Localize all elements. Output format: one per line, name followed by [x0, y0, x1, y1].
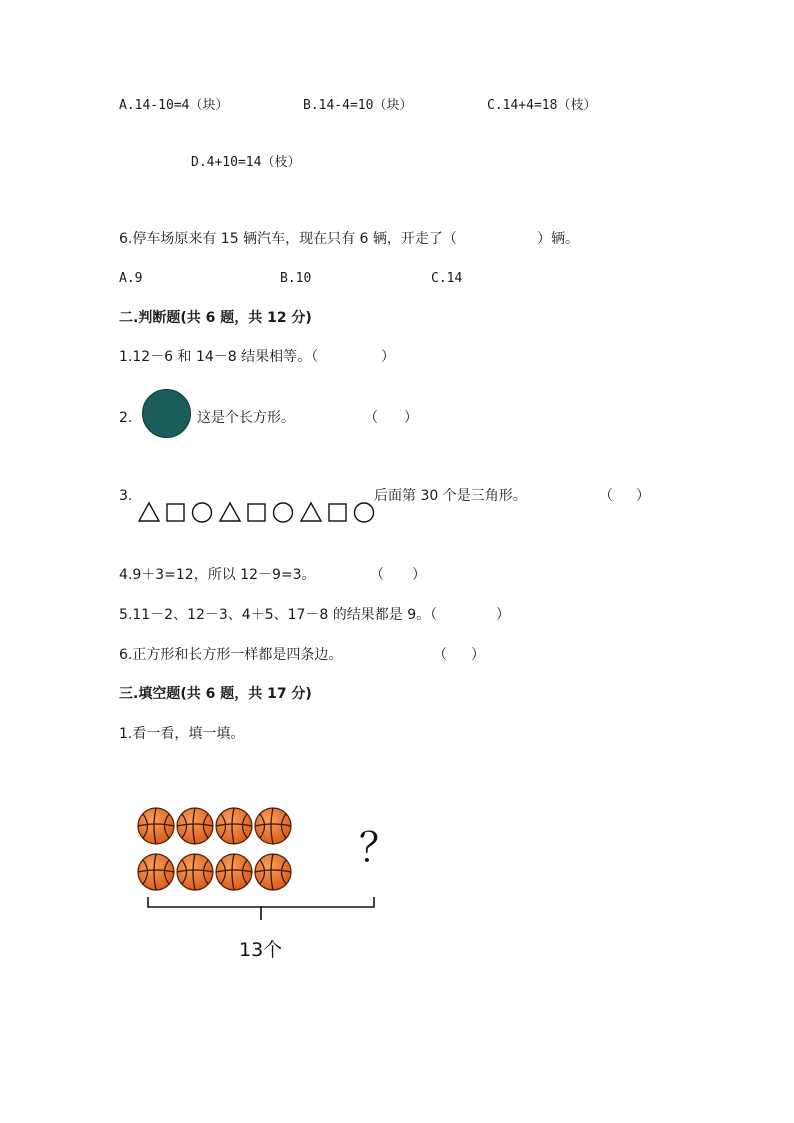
- basketball-icon: [255, 854, 291, 890]
- judge-item-6: 6.正方形和长方形一样都是四条边。: [119, 647, 343, 663]
- circle-shape: [355, 503, 374, 522]
- section-fill-header: 三.填空题(共 6 题，共 17 分): [119, 686, 312, 702]
- triangle-shape: [220, 503, 240, 521]
- judge-item-6-paren-open: （: [433, 647, 447, 663]
- fill-item-1: 1.看一看，填一填。: [119, 726, 245, 742]
- circle-shape: [274, 503, 293, 522]
- shape-sequence-figure: [137, 500, 377, 524]
- judge-item-3-number: 3.: [119, 488, 133, 504]
- judge-item-1: 1.12－6 和 14－8 结果相等。（: [119, 349, 319, 365]
- q6-option-b: B.10: [280, 271, 312, 286]
- judge-item-3-text: 后面第 30 个是三角形。: [374, 488, 527, 504]
- basketball-icon: [255, 808, 291, 844]
- question-6-blank-close: ）辆。: [537, 231, 579, 247]
- judge-item-5: 5.11－2、12－3、4＋5、17－8 的结果都是 9。（: [119, 607, 438, 623]
- q6-option-a: A.9: [119, 271, 143, 286]
- basketball-icon: [138, 808, 174, 844]
- judge-item-4-paren-close: ）: [412, 567, 426, 583]
- total-count-label: 13个: [239, 939, 283, 961]
- circle-shape: [193, 503, 212, 522]
- judge-item-6-paren-close: ）: [471, 647, 485, 663]
- option-d: D.4+10=14（枝）: [191, 155, 301, 170]
- triangle-shape: [301, 503, 321, 521]
- basketball-icon: [216, 808, 252, 844]
- judge-item-4: 4.9＋3=12，所以 12－9=3。: [119, 567, 316, 583]
- teal-circle-figure: [142, 389, 191, 438]
- judge-item-2-text: 这是个长方形。: [197, 410, 295, 426]
- judge-item-3-paren-close: ）: [636, 488, 650, 504]
- total-brace: [145, 895, 377, 925]
- option-c: C.14+4=18（枝）: [487, 98, 597, 113]
- judge-item-3-paren-open: （: [599, 488, 613, 504]
- square-shape: [329, 504, 346, 521]
- judge-item-2-paren-open: （: [364, 410, 378, 426]
- judge-item-4-paren-open: （: [370, 567, 384, 583]
- option-b: B.14-4=10（块）: [303, 98, 413, 113]
- section-judge-header: 二.判断题(共 6 题，共 12 分): [119, 310, 312, 326]
- option-a: A.14-10=4（块）: [119, 98, 229, 113]
- basketball-icon: [177, 808, 213, 844]
- square-shape: [248, 504, 265, 521]
- basketball-icon: [216, 854, 252, 890]
- square-shape: [167, 504, 184, 521]
- judge-item-2-number: 2.: [119, 410, 133, 426]
- unknown-question-mark: ？: [359, 825, 399, 871]
- judge-item-5-close: ）: [496, 607, 510, 623]
- judge-item-1-close: ）: [381, 349, 395, 365]
- basketball-group-figure: [134, 804, 296, 896]
- basketball-icon: [177, 854, 213, 890]
- triangle-shape: [139, 503, 159, 521]
- judge-item-2-paren-close: ）: [404, 410, 418, 426]
- question-6-stem: 6.停车场原来有 15 辆汽车，现在只有 6 辆，开走了（: [119, 231, 457, 247]
- basketball-icon: [138, 854, 174, 890]
- q6-option-c: C.14: [431, 271, 463, 286]
